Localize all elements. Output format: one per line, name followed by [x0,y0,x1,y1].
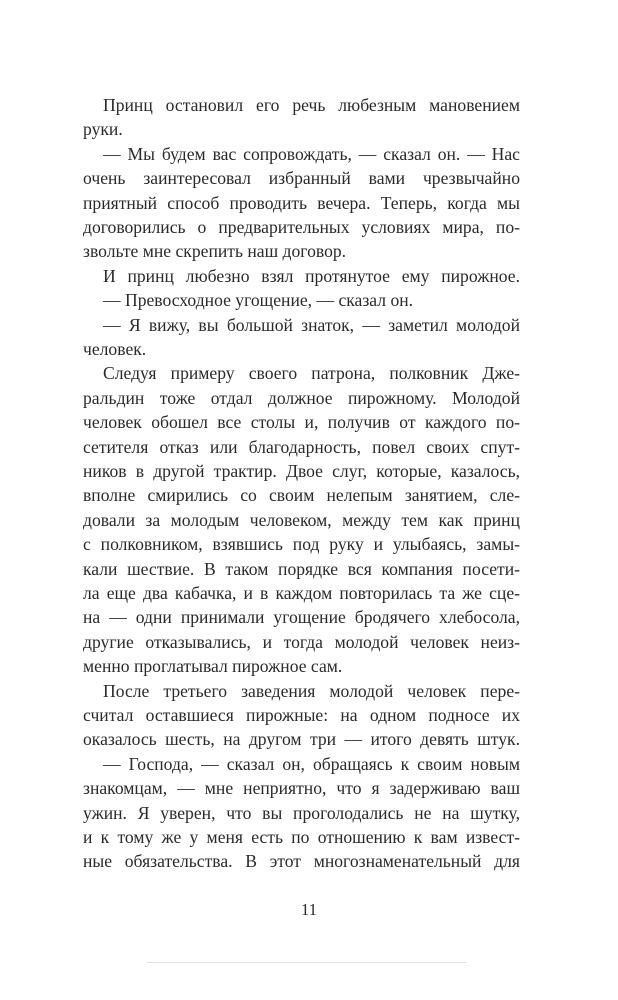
text-line: — Я вижу, вы большой знаток, — заметил молодой [103,314,520,335]
text-line: звольте мне скрепить наш договор. [83,241,347,262]
text-line: договорились о предварительных условиях мира, по- [83,217,520,237]
text-line: менно проглатывал пирожное сам. [83,656,343,677]
text-line: с полковником, взявшись под руку и улыбаясь, замы- [83,534,520,555]
text-line: знакомцам, — мне неприятно, что я задерживаю ваш [83,778,520,799]
text-line: другие отказывались, и тогда молодой человек неиз- [83,631,520,652]
text-line: ников в другой трактир. Двое слуг, которые, казалось, [83,461,520,481]
text-line: Следуя примеру своего патрона, полковник Дже- [103,363,520,384]
text-line: ральдин тоже отдал должное пирожному. Молодой [83,387,520,408]
text-line: руки. [83,119,123,140]
text-line: довали за молодым человеком, между тем как принц [83,509,520,530]
text-line: человек. [83,339,147,359]
text-line: вполне смирились со своим нелепым занятием, сле- [83,485,520,506]
text-line: и к тому же у меня есть по отношению к вам извест- [83,827,520,847]
text-line: очень заинтересовал избранный вами чрезвычайно [83,168,520,189]
text-line: ные обязательства. В этот многознаменательный для [83,851,520,872]
text-line: человек обошел все столы и, получив от каждого по- [83,412,520,433]
text-line: приятный способ проводить вечера. Теперь, когда мы [83,192,520,213]
text-line: на — одни принимали угощение бродячего хлебосола, [83,607,520,628]
text-line: — Мы будем вас сопровождать, — сказал он. — Нас [103,143,520,164]
text-line: ла еще два кабачка, и в каждом повторилась та же сце- [83,583,520,603]
text-line: оказалось шесть, на другом три — итого девять штук. [83,729,520,750]
text-line: — Превосходное угощение, — сказал он. [103,290,414,311]
text-line: — Господа, — сказал он, обращаясь к своим новым [103,753,520,774]
divider [147,962,467,963]
text-line: считал оставшиеся пирожные: на одном подносе их [83,705,520,725]
text-line: После третьего заведения молодой человек пере- [103,680,520,701]
text-line: кали шествие. В таком порядке вся компания посети- [83,558,520,579]
text-line: И принц любезно взял протянутое ему пирожное. [103,265,520,286]
text-line: Принц остановил его речь любезным мановением [103,95,520,115]
text-line: ужин. Я уверен, что вы проголодались не на шутку, [83,802,520,823]
page-number: 11 [300,900,318,919]
text-line: сетителя отказ или благодарность, повел своих спут- [83,436,520,457]
